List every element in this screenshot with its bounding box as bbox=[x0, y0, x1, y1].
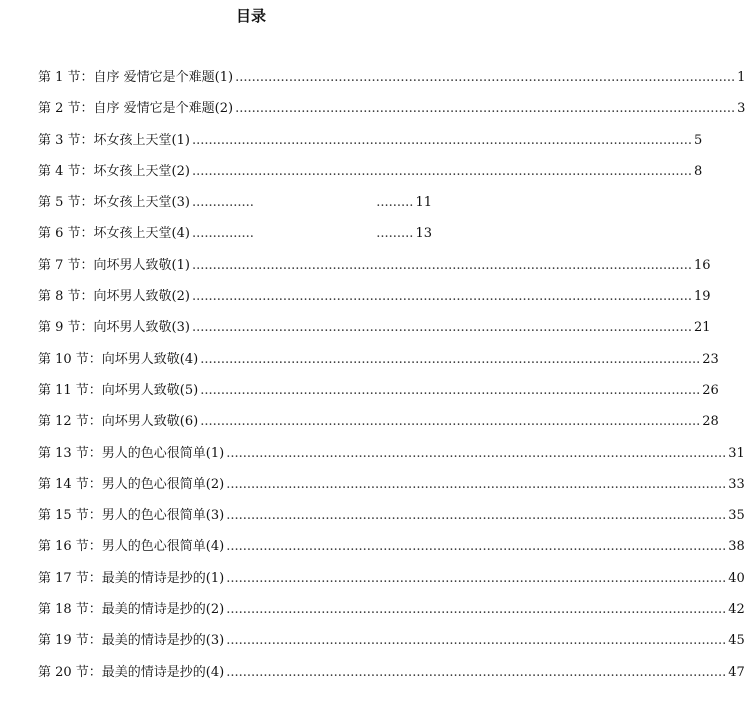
toc-entry-label: 第 20 节：最美的情诗是抄的(4) bbox=[38, 664, 225, 680]
toc-entry-label: 第 2 节：自序 爱情它是个难题(2) bbox=[38, 101, 234, 117]
toc-entry[interactable] bbox=[38, 131, 703, 162]
toc-entry-label: 第 9 节：向坏男人致敬(3) bbox=[38, 320, 190, 336]
toc-entry[interactable] bbox=[38, 193, 432, 224]
toc-leader-dots: ......................................................................................................................... bbox=[200, 351, 701, 367]
toc-entry-label: 第 12 节：向坏男人致敬(6) bbox=[38, 414, 199, 430]
toc-entry[interactable] bbox=[38, 99, 745, 130]
toc-entry-page: 8 bbox=[693, 163, 703, 179]
toc-entry-label: 第 11 节：向坏男人致敬(5) bbox=[38, 382, 199, 398]
toc-entry-label: 第 3 节：坏女孩上天堂(1) bbox=[38, 132, 190, 148]
toc-entry-page: 16 bbox=[693, 257, 711, 273]
toc-leader-dots: ......................................................................................................................... bbox=[226, 633, 727, 649]
toc-leader-dots: ............... bbox=[191, 195, 254, 211]
toc-entry-label: 第 10 节：向坏男人致敬(4) bbox=[38, 351, 199, 367]
toc-entry-page: 47 bbox=[728, 664, 745, 680]
toc-leader-dots: ......................................................................................................................... bbox=[226, 664, 727, 680]
toc-entry[interactable] bbox=[38, 318, 711, 349]
toc-leader-dots: ......................................................................................................................... bbox=[235, 70, 736, 85]
toc-leader-dots: ......................................................................................................................... bbox=[235, 101, 736, 117]
toc-entry[interactable] bbox=[38, 412, 719, 443]
toc-entry-page: 5 bbox=[693, 132, 703, 148]
toc-entry-page: 26 bbox=[702, 382, 719, 398]
toc-leader-dots: ......................................................................................................................... bbox=[200, 414, 701, 430]
toc-entry-page: 35 bbox=[728, 508, 745, 524]
toc-leader-dots: ......... bbox=[376, 195, 414, 211]
toc-entry-label: 第 5 节：坏女孩上天堂(3) bbox=[38, 195, 190, 211]
toc-entry-label: 第 19 节：最美的情诗是抄的(3) bbox=[38, 633, 225, 649]
toc-entry-page: 1 bbox=[737, 70, 745, 85]
toc-leader-dots: ......................................................................................................................... bbox=[226, 602, 727, 618]
toc-entry-page: 19 bbox=[693, 289, 711, 305]
toc-leader-dots: ......................................................................................................................... bbox=[191, 320, 692, 336]
toc-entry[interactable] bbox=[38, 162, 703, 193]
toc-entry-label: 第 18 节：最美的情诗是抄的(2) bbox=[38, 602, 225, 618]
toc-entry[interactable] bbox=[38, 537, 745, 568]
toc-entry[interactable] bbox=[38, 475, 745, 506]
toc-entry[interactable] bbox=[38, 663, 745, 694]
toc-entry[interactable] bbox=[38, 444, 745, 475]
toc-leader-dots: ......................................................................................................................... bbox=[200, 382, 701, 398]
toc-entry-page: 28 bbox=[702, 414, 719, 430]
toc-entry-page: 38 bbox=[728, 539, 745, 555]
toc-entry-label: 第 1 节：自序 爱情它是个难题(1) bbox=[38, 70, 234, 85]
toc-leader-dots: ......................................................................................................................... bbox=[226, 570, 727, 586]
toc-entry-page: 42 bbox=[728, 602, 745, 618]
toc-entry[interactable] bbox=[38, 224, 432, 255]
toc-entry[interactable] bbox=[38, 68, 745, 99]
toc-entry[interactable] bbox=[38, 256, 711, 287]
toc-entry[interactable] bbox=[38, 569, 745, 600]
toc-entry[interactable] bbox=[38, 600, 745, 631]
toc-leader-dots: ......................................................................................................................... bbox=[191, 257, 692, 273]
toc-entry-page: 40 bbox=[728, 570, 745, 586]
toc-leader-dots: ............... bbox=[191, 226, 254, 242]
toc-entry-label: 第 15 节：男人的色心很简单(3) bbox=[38, 508, 225, 524]
toc-entry-page: 23 bbox=[702, 351, 719, 367]
toc-entry-label: 第 16 节：男人的色心很简单(4) bbox=[38, 539, 225, 555]
toc-entry-label: 第 8 节：向坏男人致敬(2) bbox=[38, 289, 190, 305]
table-of-contents bbox=[38, 68, 745, 694]
toc-entry-label: 第 14 节：男人的色心很简单(2) bbox=[38, 476, 225, 492]
toc-entry[interactable] bbox=[38, 381, 719, 412]
toc-entry-label: 第 4 节：坏女孩上天堂(2) bbox=[38, 163, 190, 179]
toc-leader-dots: ......................................................................................................................... bbox=[191, 289, 692, 305]
toc-leader-dots: ......................................................................................................................... bbox=[226, 476, 727, 492]
toc-leader-dots: ......... bbox=[376, 226, 414, 242]
toc-entry-label: 第 7 节：向坏男人致敬(1) bbox=[38, 257, 190, 273]
toc-entry[interactable] bbox=[38, 506, 745, 537]
toc-entry[interactable] bbox=[38, 287, 711, 318]
toc-leader-dots: ......................................................................................................................... bbox=[226, 539, 727, 555]
toc-entry[interactable] bbox=[38, 350, 719, 381]
toc-entry-page: 13 bbox=[415, 226, 432, 242]
toc-entry-label: 第 13 节：男人的色心很简单(1) bbox=[38, 445, 225, 461]
toc-entry-page: 21 bbox=[693, 320, 711, 336]
toc-leader-dots: ......................................................................................................................... bbox=[191, 163, 692, 179]
toc-entry-page: 11 bbox=[415, 195, 432, 211]
toc-entry-label: 第 6 节：坏女孩上天堂(4) bbox=[38, 226, 190, 242]
page-title: 目录 bbox=[235, 7, 266, 25]
toc-leader-dots: ......................................................................................................................... bbox=[191, 132, 692, 148]
toc-leader-dots: ......................................................................................................................... bbox=[226, 508, 727, 524]
toc-entry-page: 3 bbox=[737, 101, 745, 117]
toc-entry-page: 45 bbox=[728, 633, 745, 649]
toc-entry-page: 31 bbox=[728, 445, 745, 461]
toc-entry-page: 33 bbox=[728, 476, 745, 492]
toc-entry-label: 第 17 节：最美的情诗是抄的(1) bbox=[38, 570, 225, 586]
toc-leader-dots: ......................................................................................................................... bbox=[226, 445, 727, 461]
toc-entry[interactable] bbox=[38, 631, 745, 662]
